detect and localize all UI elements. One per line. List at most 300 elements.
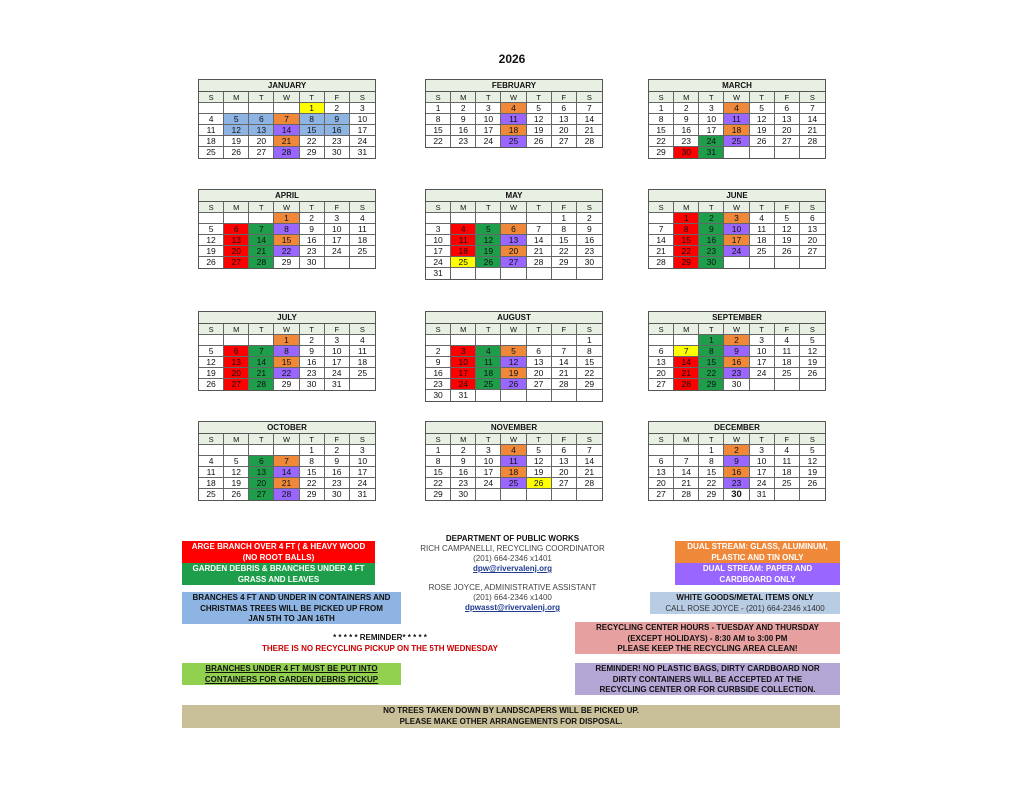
- weekday-header: F: [552, 324, 577, 335]
- day-cell: 8: [699, 346, 724, 357]
- day-cell: 8: [552, 224, 577, 235]
- weekday-header: S: [649, 434, 674, 445]
- day-cell: 16: [325, 467, 350, 478]
- month-name: DECEMBER: [649, 422, 825, 434]
- weekday-header: S: [350, 324, 375, 335]
- day-cell: 15: [426, 467, 451, 478]
- day-cell: 20: [552, 467, 577, 478]
- day-cell: 9: [724, 346, 749, 357]
- day-cell: 23: [300, 368, 325, 379]
- day-cell: 19: [750, 125, 775, 136]
- day-cell: 29: [274, 379, 299, 390]
- legend-christmas-line2: CHRISTMAS TREES WILL BE PICKED UP FROM: [200, 603, 383, 613]
- day-cell: 19: [476, 246, 501, 257]
- legend-center-hours: [575, 622, 840, 654]
- weekday-header: S: [800, 434, 825, 445]
- legend-christmas-line1: BRANCHES 4 FT AND UNDER IN CONTAINERS AND: [192, 593, 391, 602]
- month-name: APRIL: [199, 190, 375, 202]
- day-cell: 19: [800, 467, 825, 478]
- day-cell: 8: [699, 456, 724, 467]
- day-cell: 30: [426, 390, 451, 401]
- weekday-header: F: [775, 324, 800, 335]
- day-cell: 12: [750, 114, 775, 125]
- day-cell: 21: [649, 246, 674, 257]
- day-cell: 24: [476, 136, 501, 147]
- legend-dual-paper-line2: CARDBOARD ONLY: [719, 574, 796, 584]
- empty-cell: [199, 445, 224, 456]
- day-cell: 4: [350, 335, 375, 346]
- day-cell: 20: [552, 125, 577, 136]
- day-cell: 16: [451, 467, 476, 478]
- day-cell: 4: [750, 213, 775, 224]
- day-cell: 3: [325, 213, 350, 224]
- day-cell: 16: [300, 235, 325, 246]
- empty-cell: [224, 445, 249, 456]
- legend-no-trees-line2: PLEASE MAKE OTHER ARRANGEMENTS FOR DISPOSAL.: [399, 716, 623, 726]
- day-cell: 11: [350, 346, 375, 357]
- legend-containers-line2: CONTAINERS FOR GARDEN DEBRIS PICKUP: [204, 674, 379, 684]
- weekday-header: S: [800, 92, 825, 103]
- day-cell: 1: [674, 213, 699, 224]
- day-cell: 23: [300, 246, 325, 257]
- day-cell: 22: [649, 136, 674, 147]
- day-cell: 27: [775, 136, 800, 147]
- day-cell: 18: [724, 125, 749, 136]
- day-cell: 26: [527, 478, 552, 489]
- day-cell: 6: [501, 224, 526, 235]
- empty-cell: [249, 103, 274, 114]
- empty-cell: [476, 489, 501, 500]
- month-grid: [649, 434, 825, 500]
- day-cell: 21: [249, 246, 274, 257]
- weekday-header: T: [527, 324, 552, 335]
- day-cell: 28: [274, 489, 299, 500]
- legend-containers-line1: BRANCHES UNDER 4 FT MUST BE PUT INTO: [205, 664, 378, 673]
- empty-cell: [775, 257, 800, 268]
- day-cell: 17: [750, 357, 775, 368]
- day-cell: 25: [199, 147, 224, 158]
- empty-cell: [224, 213, 249, 224]
- legend-large-branch-line1: ARGE BRANCH OVER 4 FT ( & HEAVY WOOD: [191, 542, 366, 551]
- day-cell: 31: [699, 147, 724, 158]
- day-cell: 13: [552, 456, 577, 467]
- legend-garden-debris-line1: GARDEN DEBRIS & BRANCHES UNDER 4 FT: [192, 564, 365, 573]
- day-cell: 27: [527, 379, 552, 390]
- day-cell: 17: [350, 467, 375, 478]
- month-november: [425, 421, 603, 501]
- day-cell: 20: [249, 136, 274, 147]
- empty-cell: [577, 390, 602, 401]
- day-cell: 2: [577, 213, 602, 224]
- day-cell: 3: [350, 445, 375, 456]
- weekday-header: W: [501, 324, 526, 335]
- empty-cell: [350, 379, 375, 390]
- day-cell: 19: [527, 125, 552, 136]
- empty-cell: [800, 147, 825, 158]
- day-cell: 18: [199, 136, 224, 147]
- weekday-header: T: [300, 202, 325, 213]
- month-name: MAY: [426, 190, 602, 202]
- weekday-header: T: [699, 324, 724, 335]
- legend-plastic-bags-line2: DIRTY CONTAINERS WILL BE ACCEPTED AT THE: [612, 674, 803, 684]
- legend-center-hours-line3: PLEASE KEEP THE RECYCLING AREA CLEAN!: [617, 644, 798, 653]
- day-cell: 17: [426, 246, 451, 257]
- weekday-header: M: [224, 434, 249, 445]
- day-cell: 27: [649, 489, 674, 500]
- day-cell: 26: [800, 368, 825, 379]
- day-cell: 18: [750, 235, 775, 246]
- day-cell: 27: [249, 489, 274, 500]
- empty-cell: [724, 147, 749, 158]
- weekday-header: T: [300, 92, 325, 103]
- day-cell: 24: [699, 136, 724, 147]
- empty-cell: [249, 213, 274, 224]
- day-cell: 20: [649, 478, 674, 489]
- day-cell: 21: [577, 125, 602, 136]
- day-cell: 23: [426, 379, 451, 390]
- day-cell: 2: [451, 445, 476, 456]
- empty-cell: [199, 335, 224, 346]
- legend-dual-paper-line1: DUAL STREAM: PAPER AND: [702, 564, 813, 573]
- day-cell: 13: [649, 357, 674, 368]
- day-cell: 2: [325, 103, 350, 114]
- day-cell: 2: [451, 103, 476, 114]
- legend-dual-glass-line1: DUAL STREAM: GLASS, ALUMINUM,: [687, 542, 828, 551]
- day-cell: 7: [527, 224, 552, 235]
- day-cell: 24: [325, 368, 350, 379]
- day-cell: 30: [325, 489, 350, 500]
- day-cell: 27: [552, 136, 577, 147]
- empty-cell: [649, 335, 674, 346]
- weekday-header: S: [649, 202, 674, 213]
- weekday-header: S: [199, 202, 224, 213]
- empty-cell: [750, 379, 775, 390]
- empty-cell: [350, 257, 375, 268]
- day-cell: 8: [426, 456, 451, 467]
- reminder-text: THERE IS NO RECYCLING PICKUP ON THE 5TH WEDNESDAY: [261, 644, 499, 653]
- empty-cell: [224, 103, 249, 114]
- day-cell: 9: [674, 114, 699, 125]
- day-cell: 27: [249, 147, 274, 158]
- day-cell: 24: [426, 257, 451, 268]
- weekday-header: F: [552, 202, 577, 213]
- day-cell: 7: [800, 103, 825, 114]
- legend-dual-glass: [675, 541, 840, 563]
- day-cell: 1: [577, 335, 602, 346]
- day-cell: 25: [451, 257, 476, 268]
- weekday-header: F: [775, 434, 800, 445]
- day-cell: 13: [800, 224, 825, 235]
- weekday-header: T: [527, 434, 552, 445]
- day-cell: 25: [476, 379, 501, 390]
- day-cell: 20: [649, 368, 674, 379]
- empty-cell: [426, 213, 451, 224]
- day-cell: 16: [674, 125, 699, 136]
- day-cell: 17: [724, 235, 749, 246]
- day-cell: 26: [527, 136, 552, 147]
- legend-center-hours-line1: RECYCLING CENTER HOURS - TUESDAY AND THURSDAY: [596, 623, 819, 632]
- weekday-header: S: [577, 434, 602, 445]
- day-cell: 3: [325, 335, 350, 346]
- weekday-header: T: [300, 434, 325, 445]
- weekday-header: F: [325, 434, 350, 445]
- day-cell: 10: [426, 235, 451, 246]
- day-cell: 24: [750, 478, 775, 489]
- weekday-header: M: [451, 92, 476, 103]
- day-cell: 11: [199, 125, 224, 136]
- reminder-title: * * * * * REMINDER* * * * *: [333, 633, 427, 642]
- day-cell: 30: [674, 147, 699, 158]
- day-cell: 14: [527, 235, 552, 246]
- day-cell: 16: [426, 368, 451, 379]
- weekday-header: S: [426, 92, 451, 103]
- month-june: [648, 189, 826, 269]
- empty-cell: [501, 213, 526, 224]
- day-cell: 1: [552, 213, 577, 224]
- day-cell: 1: [649, 103, 674, 114]
- coordinator-phone: (201) 664-2346 x1401: [473, 554, 552, 563]
- day-cell: 27: [649, 379, 674, 390]
- day-cell: 3: [476, 103, 501, 114]
- day-cell: 14: [577, 456, 602, 467]
- month-grid: [426, 92, 602, 147]
- day-cell: 25: [350, 368, 375, 379]
- weekday-header: T: [249, 434, 274, 445]
- legend-no-trees-line1: NO TREES TAKEN DOWN BY LANDSCAPERS WILL BE PICKED UP.: [383, 706, 639, 715]
- weekday-header: M: [674, 202, 699, 213]
- empty-cell: [800, 379, 825, 390]
- empty-cell: [476, 335, 501, 346]
- day-cell: 21: [577, 467, 602, 478]
- day-cell: 30: [325, 147, 350, 158]
- day-cell: 18: [775, 357, 800, 368]
- empty-cell: [501, 268, 526, 279]
- legend-plastic-bags-line1: REMINDER! NO PLASTIC BAGS, DIRTY CARDBOARD NOR: [595, 664, 820, 673]
- day-cell: 12: [501, 357, 526, 368]
- weekday-header: S: [199, 92, 224, 103]
- empty-cell: [527, 335, 552, 346]
- day-cell: 24: [476, 478, 501, 489]
- day-cell: 30: [724, 489, 749, 500]
- month-name: FEBRUARY: [426, 80, 602, 92]
- day-cell: 5: [224, 456, 249, 467]
- weekday-header: W: [501, 434, 526, 445]
- day-cell: 16: [451, 125, 476, 136]
- assistant-name: ROSE JOYCE, ADMINISTRATIVE ASSISTANT: [428, 583, 597, 592]
- empty-cell: [325, 257, 350, 268]
- month-name: MARCH: [649, 80, 825, 92]
- day-cell: 7: [249, 224, 274, 235]
- day-cell: 3: [750, 335, 775, 346]
- day-cell: 11: [451, 235, 476, 246]
- empty-cell: [552, 390, 577, 401]
- day-cell: 5: [199, 346, 224, 357]
- weekday-header: T: [750, 434, 775, 445]
- day-cell: 15: [674, 235, 699, 246]
- day-cell: 27: [800, 246, 825, 257]
- month-september: [648, 311, 826, 391]
- day-cell: 15: [552, 235, 577, 246]
- empty-cell: [501, 489, 526, 500]
- empty-cell: [577, 268, 602, 279]
- day-cell: 21: [800, 125, 825, 136]
- empty-cell: [199, 103, 224, 114]
- day-cell: 2: [325, 445, 350, 456]
- day-cell: 2: [300, 213, 325, 224]
- month-grid: [649, 202, 825, 268]
- day-cell: 9: [325, 114, 350, 125]
- day-cell: 25: [750, 246, 775, 257]
- day-cell: 31: [451, 390, 476, 401]
- day-cell: 17: [325, 357, 350, 368]
- day-cell: 10: [750, 346, 775, 357]
- weekday-header: S: [800, 202, 825, 213]
- day-cell: 25: [350, 246, 375, 257]
- day-cell: 17: [325, 235, 350, 246]
- weekday-header: S: [649, 324, 674, 335]
- month-may: [425, 189, 603, 280]
- day-cell: 18: [476, 368, 501, 379]
- empty-cell: [577, 489, 602, 500]
- month-grid: [199, 324, 375, 390]
- day-cell: 9: [699, 224, 724, 235]
- weekday-header: M: [451, 202, 476, 213]
- day-cell: 2: [699, 213, 724, 224]
- day-cell: 13: [501, 235, 526, 246]
- weekday-header: M: [674, 92, 699, 103]
- day-cell: 18: [199, 478, 224, 489]
- empty-cell: [476, 213, 501, 224]
- weekday-header: F: [775, 92, 800, 103]
- day-cell: 10: [476, 456, 501, 467]
- day-cell: 6: [552, 445, 577, 456]
- day-cell: 7: [249, 346, 274, 357]
- empty-cell: [199, 213, 224, 224]
- day-cell: 28: [800, 136, 825, 147]
- day-cell: 15: [300, 467, 325, 478]
- day-cell: 18: [350, 357, 375, 368]
- legend-dual-paper: [675, 563, 840, 585]
- day-cell: 30: [300, 257, 325, 268]
- day-cell: 24: [750, 368, 775, 379]
- day-cell: 22: [426, 136, 451, 147]
- day-cell: 7: [577, 103, 602, 114]
- day-cell: 9: [325, 456, 350, 467]
- empty-cell: [501, 390, 526, 401]
- day-cell: 16: [300, 357, 325, 368]
- assistant-email[interactable]: dpwasst@rivervalenj.org: [465, 603, 560, 612]
- legend-garden-debris: [182, 563, 375, 585]
- day-cell: 13: [249, 125, 274, 136]
- day-cell: 15: [274, 357, 299, 368]
- empty-cell: [674, 335, 699, 346]
- day-cell: 24: [451, 379, 476, 390]
- day-cell: 29: [300, 489, 325, 500]
- day-cell: 29: [274, 257, 299, 268]
- weekday-header: S: [426, 202, 451, 213]
- day-cell: 28: [527, 257, 552, 268]
- day-cell: 26: [750, 136, 775, 147]
- day-cell: 3: [476, 445, 501, 456]
- month-grid: [199, 202, 375, 268]
- day-cell: 2: [300, 335, 325, 346]
- day-cell: 4: [775, 335, 800, 346]
- month-december: [648, 421, 826, 501]
- day-cell: 29: [699, 379, 724, 390]
- empty-cell: [775, 147, 800, 158]
- day-cell: 25: [775, 478, 800, 489]
- day-cell: 1: [699, 335, 724, 346]
- day-cell: 3: [750, 445, 775, 456]
- day-cell: 26: [476, 257, 501, 268]
- weekday-header: M: [451, 324, 476, 335]
- weekday-header: T: [699, 434, 724, 445]
- day-cell: 11: [501, 114, 526, 125]
- day-cell: 12: [224, 125, 249, 136]
- day-cell: 21: [674, 368, 699, 379]
- day-cell: 21: [674, 478, 699, 489]
- day-cell: 12: [199, 235, 224, 246]
- day-cell: 20: [775, 125, 800, 136]
- weekday-header: S: [577, 202, 602, 213]
- coordinator-email[interactable]: dpw@rivervalenj.org: [473, 564, 552, 573]
- empty-cell: [451, 213, 476, 224]
- empty-cell: [501, 335, 526, 346]
- month-february: [425, 79, 603, 148]
- legend-dual-glass-line2: PLASTIC AND TIN ONLY: [711, 552, 804, 562]
- legend-white-goods: [650, 592, 840, 614]
- empty-cell: [649, 213, 674, 224]
- day-cell: 15: [649, 125, 674, 136]
- day-cell: 14: [274, 467, 299, 478]
- day-cell: 6: [249, 114, 274, 125]
- day-cell: 14: [249, 357, 274, 368]
- day-cell: 13: [249, 467, 274, 478]
- day-cell: 23: [325, 136, 350, 147]
- empty-cell: [552, 268, 577, 279]
- day-cell: 16: [699, 235, 724, 246]
- weekday-header: T: [750, 324, 775, 335]
- day-cell: 8: [274, 224, 299, 235]
- day-cell: 9: [426, 357, 451, 368]
- weekday-header: M: [674, 434, 699, 445]
- day-cell: 4: [724, 103, 749, 114]
- day-cell: 17: [476, 125, 501, 136]
- weekday-header: S: [350, 434, 375, 445]
- day-cell: 1: [426, 103, 451, 114]
- day-cell: 12: [775, 224, 800, 235]
- day-cell: 26: [501, 379, 526, 390]
- day-cell: 18: [350, 235, 375, 246]
- legend-christmas-line3: JAN 5TH TO JAN 16TH: [248, 614, 335, 623]
- day-cell: 5: [527, 103, 552, 114]
- empty-cell: [224, 335, 249, 346]
- day-cell: 11: [724, 114, 749, 125]
- day-cell: 14: [577, 114, 602, 125]
- day-cell: 5: [527, 445, 552, 456]
- day-cell: 26: [800, 478, 825, 489]
- day-cell: 25: [724, 136, 749, 147]
- day-cell: 3: [451, 346, 476, 357]
- weekday-header: T: [249, 324, 274, 335]
- day-cell: 19: [527, 467, 552, 478]
- legend-plastic-bags-line3: RECYCLING CENTER OR FOR CURBSIDE COLLECTION.: [599, 685, 816, 694]
- day-cell: 3: [699, 103, 724, 114]
- day-cell: 10: [451, 357, 476, 368]
- day-cell: 9: [577, 224, 602, 235]
- weekday-header: F: [775, 202, 800, 213]
- day-cell: 24: [350, 136, 375, 147]
